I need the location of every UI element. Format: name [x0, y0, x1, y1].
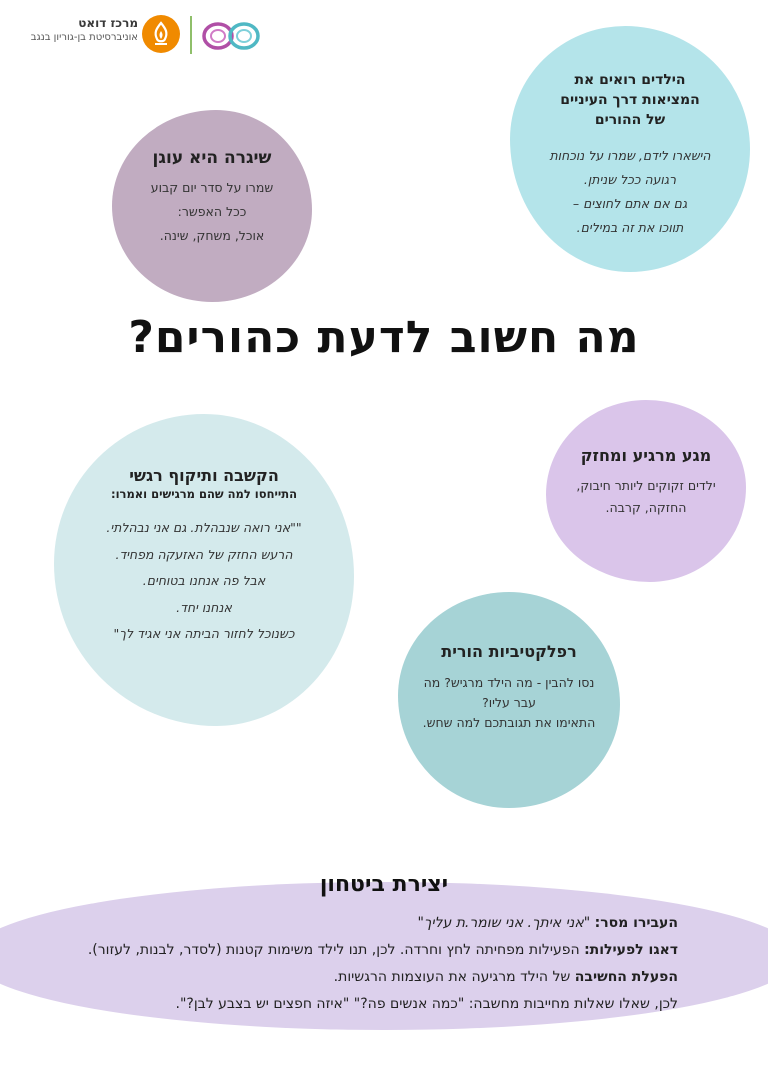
bubble-listening-line: ""אני רואה שנבהלת. גם אני נבהלתי.: [106, 520, 302, 535]
bubble-eyes-line: הישארו לידם, שמרו על נוכחות: [549, 148, 711, 163]
org-name: מרכז דואט: [78, 16, 138, 30]
bubble-routine-line: אוכל, משחק, שינה.: [159, 228, 265, 243]
bubble-touch-title: מגע מרגיע ומחזק: [580, 446, 712, 465]
bottom-row-text: של הילד מרגיעה את העוצמות הרגשיות.: [333, 969, 575, 985]
bubble-listening: [64, 466, 344, 648]
bottom-row-text: הפעילות מפחיתה לחץ וחרדה. לכן, תנו לילד משימות קטנות (לסדר, לבנות, לעזור).: [87, 942, 585, 958]
bubble-reflective-line: התאימו את תגובתכם למה שחש.: [422, 715, 596, 730]
bubble-listening-title: הקשבה ותיקוף רגשי: [129, 466, 279, 485]
bubble-listening-subtitle: התייחסו למה שהם מרגישים ואמרו:: [110, 487, 297, 501]
bottom-row: [28, 910, 678, 937]
bubble-listening-line: אבל פה אנחנו בטוחים.: [142, 573, 266, 588]
bottom-row-bold: הפעלת החשיבה: [574, 969, 678, 985]
bubble-listening-line: הרעש החזק של האזעקה מפחיד.: [115, 546, 293, 562]
bubble-touch-line: ילדים זקוקים ליותר חיבוק,: [576, 478, 716, 493]
bubble-eyes-line: רגועה ככל שניתן.: [583, 172, 677, 187]
bottom-row: לכן, שאלו שאלות מחייבות מחשבה: "כמה אנשים פה?" "איזה חפצים יש בצבע לבן?".: [175, 996, 678, 1012]
bottom-row-bold: העבירו מסר:: [594, 915, 678, 931]
bubble-reflective-title: רפלקטיביות הורית: [441, 642, 577, 661]
bubble-touch: [550, 446, 742, 519]
bubble-eyes-title-line: הילדים רואים את: [574, 72, 686, 88]
bubble-eyes-line: גם אם אתם לחוצים –: [572, 196, 688, 211]
bubble-listening-line: אנחנו יחד.: [176, 599, 232, 615]
bottom-section-title: יצירת ביטחון: [319, 872, 449, 897]
logo-divider: [190, 16, 192, 54]
bubble-eyes-title-line: המציאות דרך העיניים: [560, 92, 700, 108]
bubble-reflective-line: עבר עליו?: [482, 695, 536, 710]
bubble-routine-line: ככל האפשר:: [177, 204, 247, 219]
bubble-listening-line: כשנוכל לחזור הביתה אני אגיד לך": [113, 626, 295, 641]
bubble-routine: [118, 148, 306, 248]
bubble-routine-title: שיגרה היא עוגן: [152, 148, 272, 168]
bottom-row: [28, 964, 678, 991]
bubble-reflective-line: נסו להבין - מה הילד מרגיש? מה: [423, 675, 595, 690]
bottom-row-italic: "אני איתך. אני שומר.ת עליך": [417, 915, 595, 931]
bubble-routine-line: שמרו על סדר יום קבוע: [150, 180, 274, 195]
bgu-flame-logo-icon: [142, 15, 180, 53]
bubble-eyes-line: תווכו את זה במילים.: [576, 220, 684, 235]
bottom-row-bold: דאגו לפעילות:: [584, 942, 678, 958]
page-title: מה חשוב לדעת כהורים?: [128, 312, 640, 363]
bottom-row: [28, 937, 678, 964]
bubble-eyes: [522, 70, 738, 240]
infinity-logo-icon: [200, 16, 262, 56]
bubble-touch-line: החזקה, קרבה.: [605, 500, 687, 515]
bubble-eyes-title-line: של ההורים: [594, 112, 666, 128]
header-logos: [20, 10, 270, 60]
bottom-section-lines: [28, 910, 678, 1018]
bubble-reflective: [402, 642, 616, 733]
org-subtitle: אוניברסיטת בן-גוריון בנגב: [30, 32, 138, 43]
